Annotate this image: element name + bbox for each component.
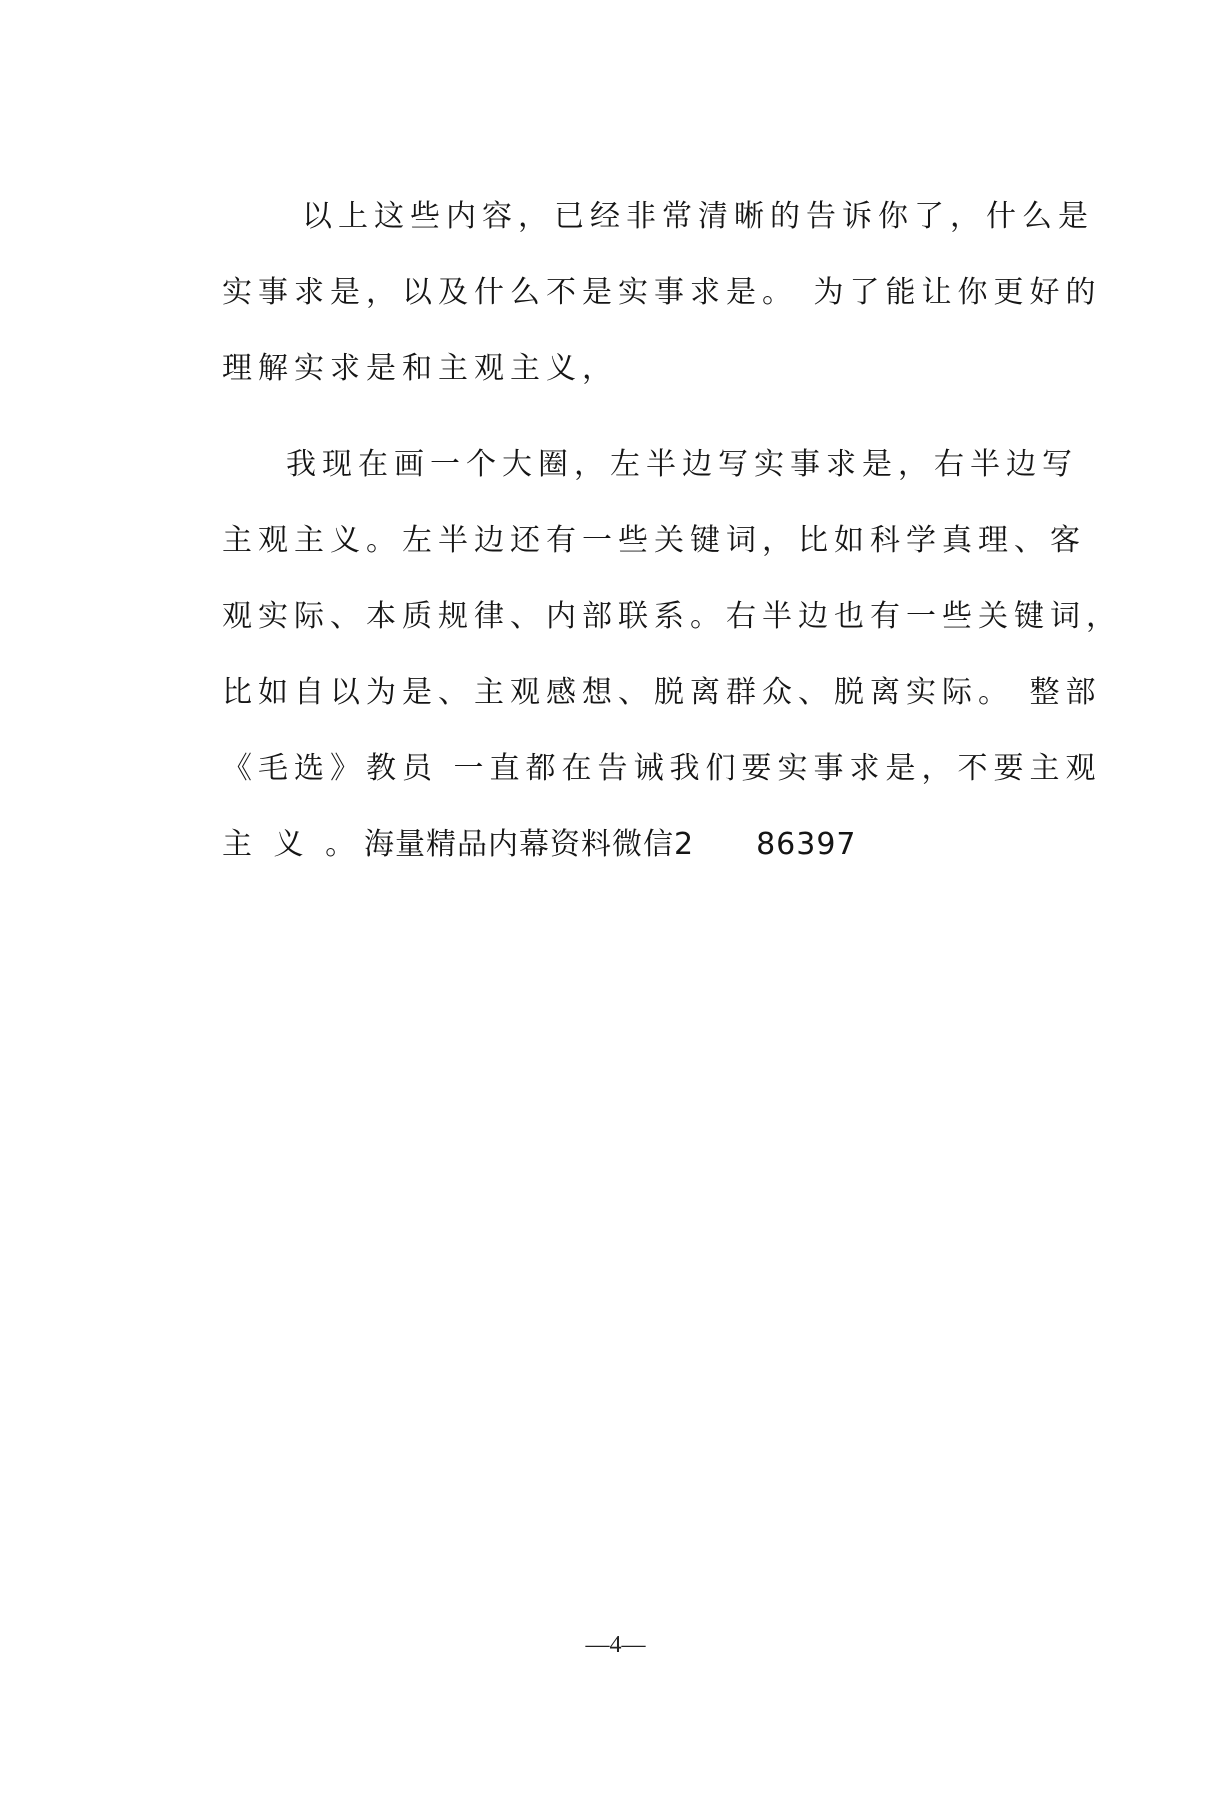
paragraph-2-line-2: 主观主义。左半边还有一些关键词，比如科学真理、客: [222, 523, 1086, 558]
paragraph-2-line-6: 主 义 。: [222, 827, 362, 862]
paragraph-1-line-3: 理解实求是和主观主义，: [222, 351, 618, 386]
paragraph-2-line-1: 我现在画一个大圈，左半边写实事求是，右半边写: [286, 447, 1078, 482]
paragraph-2-line-4: 比如自以为是、主观感想、脱离群众、脱离实际。 整部: [222, 675, 1102, 710]
paragraph-1-line-2: 实事求是，以及什么不是实事求是。 为了能让你更好的: [222, 275, 1102, 310]
paragraph-2-line-3: 观实际、本质规律、内部联系。右半边也有一些关键词，: [222, 599, 1122, 634]
paragraph-2-line-5: 《毛选》教员 一直都在告诫我们要实事求是，不要主观: [222, 751, 1102, 786]
paragraph-1-line-1: 以上这些内容，已经非常清晰的告诉你了，什么是: [302, 199, 1094, 234]
page-number: —4—: [585, 1632, 646, 1658]
watermark-note: 海量精品内幕资料微信2 86397: [364, 827, 857, 862]
